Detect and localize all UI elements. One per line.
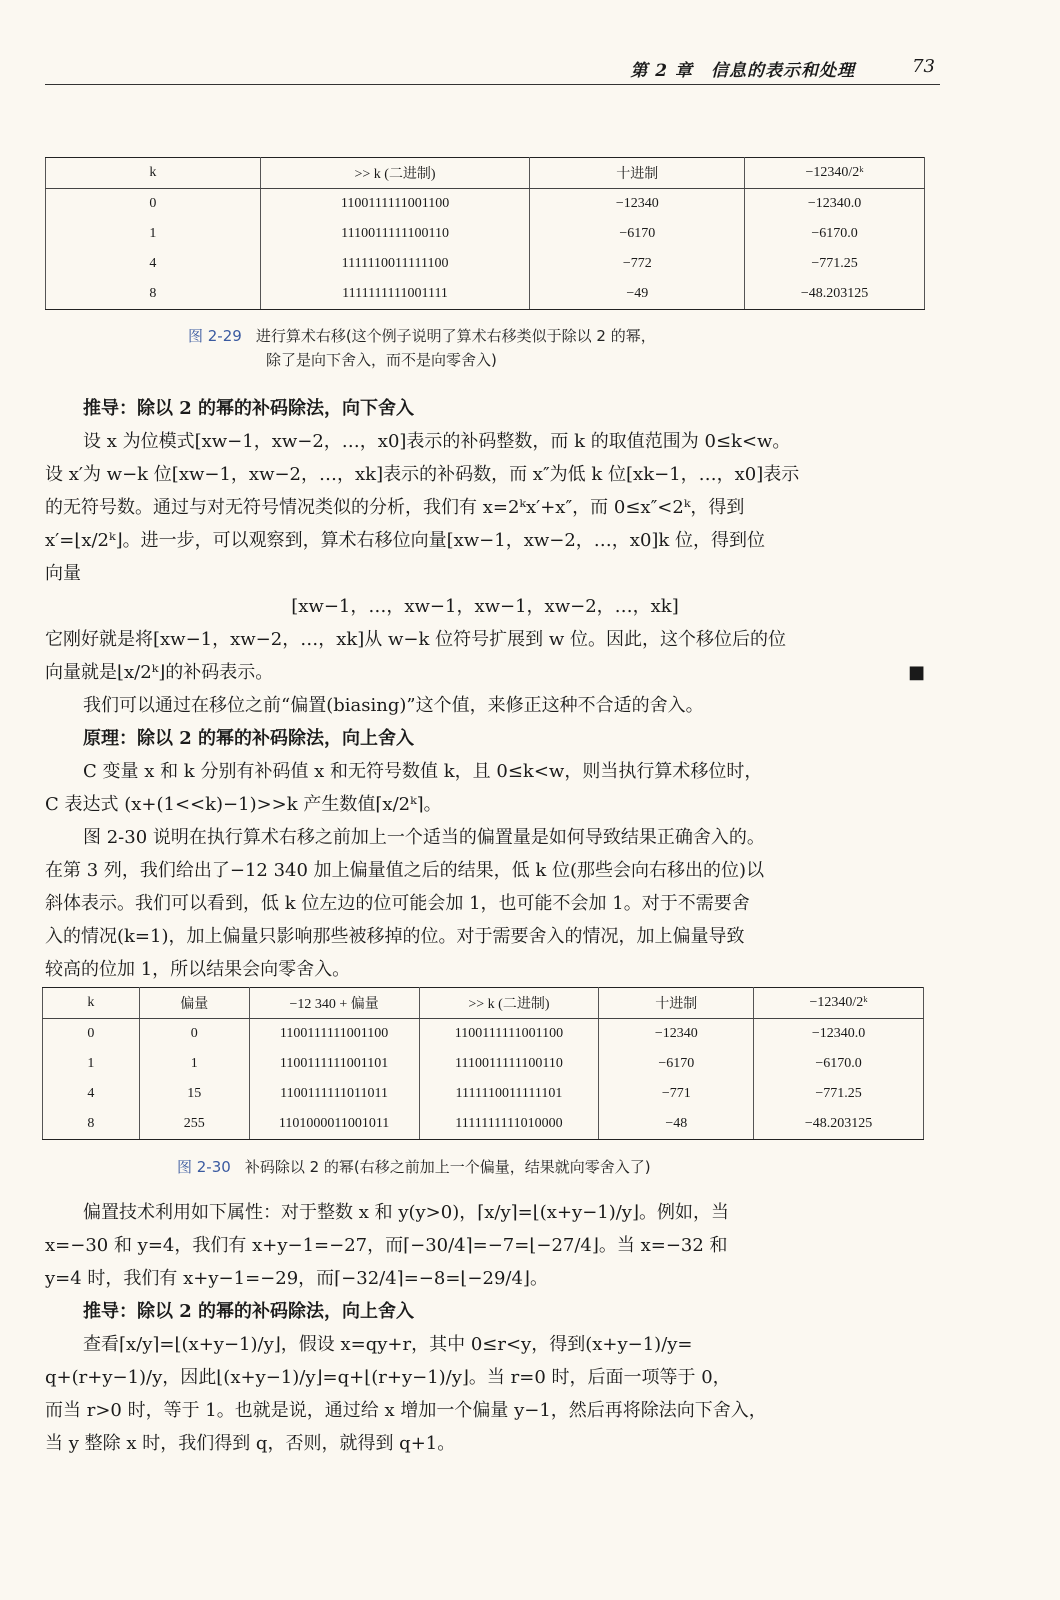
cell-k: 8 <box>43 1109 140 1140</box>
table-row <box>43 1019 924 1050</box>
table-arithmetic-shift <box>45 157 925 310</box>
section-derivation-round-down <box>45 392 925 986</box>
text-line: 入的情况(k=1)，加上偏量只影响那些被移掉的位。对于需要舍入的情况，加上偏量导致 <box>45 926 745 947</box>
qed-mark: ■ <box>907 662 925 683</box>
cell-decimal: −6170 <box>530 219 745 249</box>
caption-text: 补码除以 2 的幂(右移之前加上一个偏量，结果就向零舍入了) <box>244 1158 651 1176</box>
cell-bias: 1 <box>139 1049 249 1079</box>
page-number: 73 <box>912 56 935 77</box>
text-line: C 表达式 (x+(1<<k)−1)>>k 产生数值⌈x/2ᵏ⌉。 <box>45 794 442 815</box>
text-line: 在第 3 列，我们给出了−12 340 加上偏量值之后的结果，低 k 位(那些会向右移出的位)以 <box>45 860 765 881</box>
text-line: 向量就是⌊x/2ᵏ⌋的补码表示。 <box>45 662 274 683</box>
cell-k: 0 <box>46 189 261 220</box>
cell-binary: 1111110011111101 <box>419 1079 599 1109</box>
cell-k: 0 <box>43 1019 140 1050</box>
cell-k: 1 <box>43 1049 140 1079</box>
cell-decimal: −12340 <box>530 189 745 220</box>
col-header-biased-value: −12 340 + 偏量 <box>249 988 419 1019</box>
cell-quotient: −6170.0 <box>754 1049 924 1079</box>
text-line: 而当 r>0 时，等于 1。也就是说，通过给 x 增加一个偏量 y−1，然后再将除法向下舍入， <box>45 1400 767 1421</box>
table-row <box>43 1079 924 1109</box>
cell-decimal: −772 <box>530 249 745 279</box>
col-header-quotient: −12340/2ᵏ <box>745 158 925 189</box>
text-line: C 变量 x 和 k 分别有补码值 x 和无符号数值 k，且 0≤k<w，则当执行算术移位时， <box>83 761 763 782</box>
cell-binary: 1111111111010000 <box>419 1109 599 1140</box>
caption-text-line2: 除了是向下舍入，而不是向零舍入) <box>266 351 497 369</box>
section-bias-property <box>45 1196 925 1460</box>
cell-quotient: −771.25 <box>745 249 925 279</box>
caption-number: 图 2-29 <box>188 327 242 345</box>
cell-decimal: −12340 <box>599 1019 754 1050</box>
cell-quotient: −48.203125 <box>754 1109 924 1140</box>
cell-binary: 1110011111100110 <box>260 219 530 249</box>
text-line: 设 x 为位模式[xw−1，xw−2，…，x0]表示的补码整数，而 k 的取值范围为 0≤k<w。 <box>83 431 791 452</box>
col-header-bias: 偏量 <box>139 988 249 1019</box>
table-row <box>43 1109 924 1140</box>
cell-biased-value: 1100111111011011 <box>249 1079 419 1109</box>
cell-k: 8 <box>46 279 261 310</box>
table-header-row <box>43 988 924 1019</box>
caption-text-line1: 进行算术右移(这个例子说明了算术右移类似于除以 2 的幂， <box>255 327 656 345</box>
col-header-k: k <box>46 158 261 189</box>
table-row <box>46 249 925 279</box>
text-line: q+(r+y−1)/y，因此⌊(x+y−1)/y⌋=q+⌊(r+y−1)/y⌋。当 r=0 时，后面一项等于 0， <box>45 1367 731 1388</box>
cell-biased-value: 1100111111001101 <box>249 1049 419 1079</box>
text-line: 设 x′为 w−k 位[xw−1，xw−2，…，xk]表示的补码数，而 x″为低 k 位[xk−1，…，x0]表示 <box>45 464 800 485</box>
figure-caption-2-30 <box>177 1155 877 1179</box>
cell-k: 4 <box>43 1079 140 1109</box>
cell-k: 4 <box>46 249 261 279</box>
table-row <box>46 219 925 249</box>
cell-decimal: −48 <box>599 1109 754 1140</box>
principle-heading: 原理：除以 2 的幂的补码除法，向上舍入 <box>83 728 415 749</box>
derivation-heading: 推导：除以 2 的幂的补码除法，向上舍入 <box>83 1301 415 1322</box>
cell-quotient: −12340.0 <box>754 1019 924 1050</box>
text-line: 的无符号数。通过与对无符号情况类似的分析，我们有 x=2ᵏx′+x″，而 0≤x″<2ᵏ，得到 <box>45 497 745 518</box>
derivation-heading: 推导：除以 2 的幂的补码除法，向下舍入 <box>83 398 415 419</box>
cell-decimal: −771 <box>599 1079 754 1109</box>
col-header-k: k <box>43 988 140 1019</box>
table-row <box>43 1049 924 1079</box>
col-header-quotient: −12340/2ᵏ <box>754 988 924 1019</box>
col-header-binary: >> k (二进制) <box>419 988 599 1019</box>
text-line: 向量 <box>45 563 81 584</box>
cell-biased-value: 1100111111001100 <box>249 1019 419 1050</box>
table-row <box>46 279 925 310</box>
col-header-decimal: 十进制 <box>530 158 745 189</box>
cell-decimal: −6170 <box>599 1049 754 1079</box>
cell-quotient: −6170.0 <box>745 219 925 249</box>
table-biased-shift <box>42 987 924 1140</box>
table-row <box>46 189 925 220</box>
cell-binary: 1111110011111100 <box>260 249 530 279</box>
figure-caption-2-29 <box>188 324 828 372</box>
text-line: y=4 时，我们有 x+y−1=−29，而⌈−32/4⌉=−8=⌊−29/4⌋。 <box>45 1268 548 1289</box>
col-header-decimal: 十进制 <box>599 988 754 1019</box>
text-line: 图 2-30 说明在执行算术右移之前加上一个适当的偏置量是如何导致结果正确舍入的。 <box>83 827 765 848</box>
text-line-with-qed <box>45 656 925 689</box>
cell-binary: 1111111111001111 <box>260 279 530 310</box>
bit-vector-formula: [xw−1，…，xw−1，xw−1，xw−2，…，xk] <box>291 596 679 617</box>
text-line: 较高的位加 1，所以结果会向零舍入。 <box>45 959 351 980</box>
text-line: 我们可以通过在移位之前“偏置(biasing)”这个值，来修正这种不合适的舍入。 <box>83 695 704 716</box>
cell-k: 1 <box>46 219 261 249</box>
cell-biased-value: 1101000011001011 <box>249 1109 419 1140</box>
cell-decimal: −49 <box>530 279 745 310</box>
cell-bias: 0 <box>139 1019 249 1050</box>
text-line: 查看⌈x/y⌉=⌊(x+y−1)/y⌋，假设 x=qy+r，其中 0≤r<y，得到(x+y−1)/y= <box>83 1334 693 1355</box>
text-line: 斜体表示。我们可以看到，低 k 位左边的位可能会加 1，也可能不会加 1。对于不需要舍 <box>45 893 750 914</box>
text-line: x′=⌊x/2ᵏ⌋。进一步，可以观察到，算术右移位向量[xw−1，xw−2，…，x0]k 位，得到位 <box>45 530 766 551</box>
cell-binary: 1100111111001100 <box>419 1019 599 1050</box>
running-header <box>45 52 940 85</box>
text-line: 当 y 整除 x 时，我们得到 q，否则，就得到 q+1。 <box>45 1433 456 1454</box>
caption-number: 图 2-30 <box>177 1158 231 1176</box>
text-line: 它刚好就是将[xw−1，xw−2，…，xk]从 w−k 位符号扩展到 w 位。因此，这个移位后的位 <box>45 629 786 650</box>
cell-quotient: −12340.0 <box>745 189 925 220</box>
cell-binary: 1100111111001100 <box>260 189 530 220</box>
cell-bias: 15 <box>139 1079 249 1109</box>
col-header-binary: >> k (二进制) <box>260 158 530 189</box>
chapter-title: 第 2 章 信息的表示和处理 <box>630 61 855 81</box>
text-line: 偏置技术利用如下属性：对于整数 x 和 y(y>0)，⌈x/y⌉=⌊(x+y−1)/y⌋。例如，当 <box>83 1202 730 1223</box>
cell-quotient: −771.25 <box>754 1079 924 1109</box>
text-line: x=−30 和 y=4，我们有 x+y−1=−27，而⌈−30/4⌉=−7=⌊−27/4⌋。当 x=−32 和 <box>45 1235 728 1256</box>
cell-quotient: −48.203125 <box>745 279 925 310</box>
cell-binary: 1110011111100110 <box>419 1049 599 1079</box>
cell-bias: 255 <box>139 1109 249 1140</box>
table-header-row <box>46 158 925 189</box>
